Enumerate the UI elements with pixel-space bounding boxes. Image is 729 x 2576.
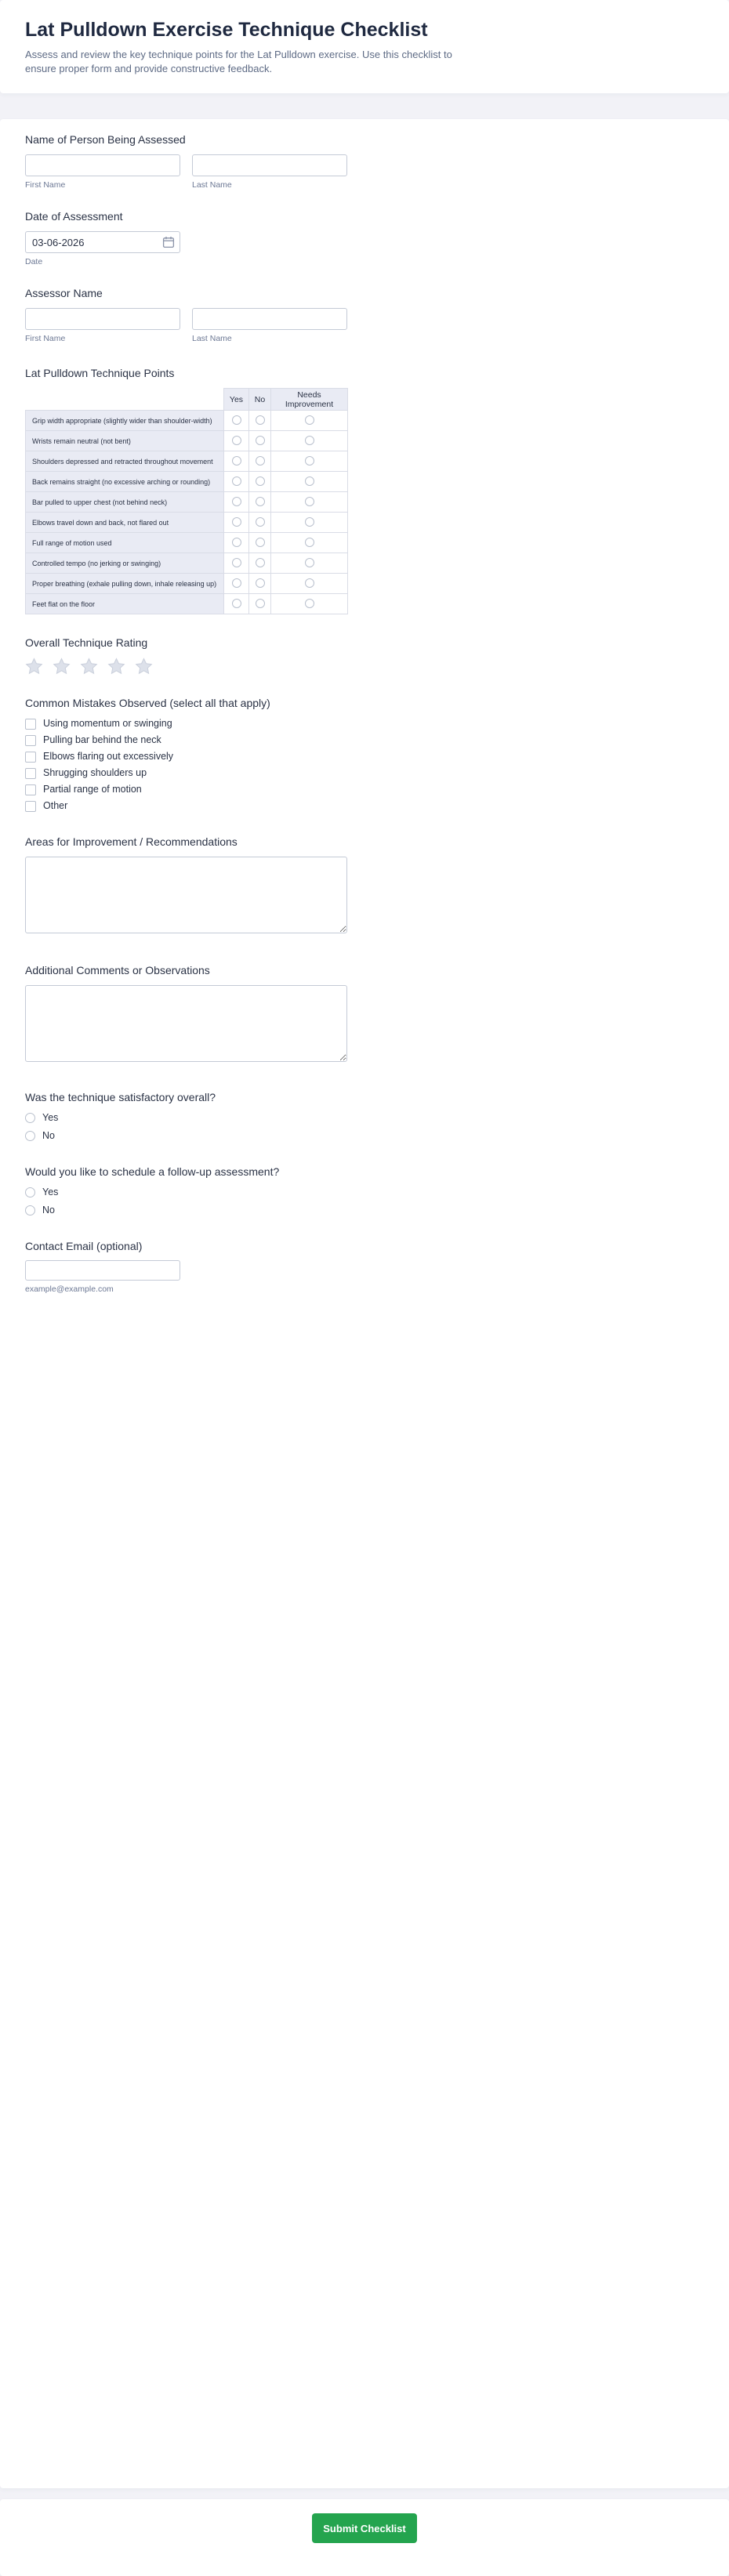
field-label: Name of Person Being Assessed [25, 133, 186, 146]
field-label: Contact Email (optional) [25, 1240, 143, 1252]
radio-needs-improvement[interactable] [305, 497, 314, 506]
column-header-yes: Yes [224, 389, 249, 411]
field-label: Would you like to schedule a follow-up assessment? [25, 1165, 280, 1178]
date-input[interactable] [25, 231, 180, 253]
field-contact-email [25, 1238, 704, 1294]
email-input[interactable] [25, 1260, 180, 1281]
row-label: Full range of motion used [26, 533, 224, 553]
table-row [26, 553, 348, 574]
checkbox-option[interactable] [25, 718, 704, 730]
row-label: Shoulders depressed and retracted throughout movement [26, 451, 224, 472]
option-label: Partial range of motion [43, 784, 142, 795]
radio-no[interactable] [256, 517, 265, 527]
radio-yes[interactable] [232, 558, 241, 567]
option-label: No [42, 1205, 55, 1216]
radio-yes[interactable] [232, 436, 241, 445]
checkbox-icon[interactable] [25, 784, 36, 795]
column-header-no: No [249, 389, 271, 411]
radio-needs-improvement[interactable] [305, 599, 314, 608]
sublabel-first-name: First Name [25, 180, 66, 190]
field-satisfactory [25, 1089, 704, 1142]
field-label: Assessor Name [25, 287, 103, 299]
field-common-mistakes [25, 695, 704, 812]
form-body [0, 119, 729, 2488]
radio-no[interactable] [256, 436, 265, 445]
field-label: Areas for Improvement / Recommendations [25, 835, 238, 848]
radio-needs-improvement[interactable] [305, 517, 314, 527]
assessor-last-name-input[interactable] [192, 308, 347, 330]
checkbox-icon[interactable] [25, 768, 36, 779]
matrix-corner-cell [26, 389, 224, 411]
radio-no[interactable] [256, 578, 265, 588]
field-label: Common Mistakes Observed (select all that apply) [25, 697, 270, 709]
checkbox-icon[interactable] [25, 735, 36, 746]
radio-option[interactable] [25, 1205, 704, 1216]
table-row [26, 574, 348, 594]
radio-icon[interactable] [25, 1113, 35, 1123]
table-row [26, 472, 348, 492]
row-label: Proper breathing (exhale pulling down, inhale releasing up) [26, 574, 224, 594]
radio-yes[interactable] [232, 599, 241, 608]
improvement-textarea[interactable] [25, 857, 347, 933]
field-comments [25, 962, 704, 1066]
matrix-header-row [26, 389, 348, 411]
radio-no[interactable] [256, 497, 265, 506]
radio-no[interactable] [256, 415, 265, 425]
radio-option[interactable] [25, 1187, 704, 1198]
field-label: Overall Technique Rating [25, 636, 148, 649]
sublabel-last-name: Last Name [192, 180, 232, 190]
option-label: Yes [42, 1112, 59, 1123]
assessor-first-name-input[interactable] [25, 308, 180, 330]
option-label: Yes [42, 1187, 59, 1197]
field-improvement [25, 834, 704, 937]
table-row [26, 492, 348, 513]
field-label: Lat Pulldown Technique Points [25, 367, 175, 379]
table-row [26, 411, 348, 431]
row-label: Wrists remain neutral (not bent) [26, 431, 224, 451]
radio-yes[interactable] [232, 517, 241, 527]
option-label: Pulling bar behind the neck [43, 734, 161, 745]
radio-no[interactable] [256, 476, 265, 486]
field-technique-points [25, 365, 704, 614]
checkbox-option[interactable] [25, 800, 704, 812]
row-label: Back remains straight (no excessive arching or rounding) [26, 472, 224, 492]
radio-needs-improvement[interactable] [305, 456, 314, 466]
sublabel-email-example: example@example.com [25, 1284, 114, 1294]
form-bottom-spacer [25, 1313, 704, 2488]
calendar-icon[interactable] [162, 236, 175, 248]
table-row [26, 533, 348, 553]
column-header-needs-improvement: Needs Improvement [271, 389, 348, 411]
radio-icon[interactable] [25, 1131, 35, 1141]
radio-no[interactable] [256, 558, 265, 567]
field-label: Additional Comments or Observations [25, 964, 210, 976]
field-label: Was the technique satisfactory overall? [25, 1091, 216, 1103]
option-label: Other [43, 800, 68, 811]
radio-icon[interactable] [25, 1205, 35, 1216]
row-label: Controlled tempo (no jerking or swinging) [26, 553, 224, 574]
radio-needs-improvement[interactable] [305, 538, 314, 547]
radio-needs-improvement[interactable] [305, 415, 314, 425]
radio-yes[interactable] [232, 456, 241, 466]
checkbox-option[interactable] [25, 751, 704, 763]
field-assessor-name [25, 285, 704, 343]
sublabel-last-name: Last Name [192, 334, 232, 343]
radio-yes[interactable] [232, 578, 241, 588]
field-rating [25, 635, 704, 675]
checkbox-icon[interactable] [25, 801, 36, 812]
sublabel-date: Date [25, 257, 43, 266]
assessed-first-name-input[interactable] [25, 154, 180, 176]
comments-textarea[interactable] [25, 985, 347, 1062]
checkbox-icon[interactable] [25, 719, 36, 730]
field-date-assessment [25, 208, 704, 266]
radio-no[interactable] [256, 599, 265, 608]
row-label: Grip width appropriate (slightly wider than shoulder-width) [26, 411, 224, 431]
radio-option[interactable] [25, 1130, 704, 1142]
form-subtitle: Assess and review the key technique points for the Lat Pulldown exercise. Use this checklist to ensure proper form and provide constructive feedback. [25, 49, 452, 74]
radio-yes[interactable] [232, 497, 241, 506]
star-icon[interactable] [25, 658, 43, 675]
assessed-last-name-input[interactable] [192, 154, 347, 176]
option-label: Elbows flaring out excessively [43, 751, 174, 762]
star-icon[interactable] [107, 658, 125, 675]
field-name-assessed [25, 132, 704, 190]
radio-needs-improvement[interactable] [305, 476, 314, 486]
checkbox-icon[interactable] [25, 752, 36, 763]
submit-section [0, 2499, 729, 2576]
form-header [0, 0, 729, 93]
checkbox-option[interactable] [25, 784, 704, 795]
radio-icon[interactable] [25, 1187, 35, 1197]
table-row [26, 451, 348, 472]
table-row [26, 431, 348, 451]
star-icon[interactable] [135, 658, 153, 675]
option-label: Shrugging shoulders up [43, 767, 147, 778]
row-label: Bar pulled to upper chest (not behind neck) [26, 492, 224, 513]
radio-needs-improvement[interactable] [305, 558, 314, 567]
technique-matrix [25, 388, 348, 614]
field-label: Date of Assessment [25, 210, 123, 223]
form-title: Lat Pulldown Exercise Technique Checklist [25, 19, 428, 41]
row-label: Feet flat on the floor [26, 594, 224, 614]
star-icon[interactable] [53, 658, 71, 675]
radio-no[interactable] [256, 538, 265, 547]
radio-no[interactable] [256, 456, 265, 466]
field-followup [25, 1164, 704, 1216]
star-icon[interactable] [80, 658, 98, 675]
table-row [26, 594, 348, 614]
radio-option[interactable] [25, 1112, 704, 1124]
star-rating [25, 658, 704, 675]
radio-yes[interactable] [232, 415, 241, 425]
radio-needs-improvement[interactable] [305, 578, 314, 588]
table-row [26, 513, 348, 533]
radio-yes[interactable] [232, 476, 241, 486]
option-label: No [42, 1130, 55, 1141]
option-label: Using momentum or swinging [43, 718, 172, 729]
checkbox-option[interactable] [25, 734, 704, 746]
submit-button[interactable]: Submit Checklist [312, 2513, 416, 2543]
sublabel-first-name: First Name [25, 334, 66, 343]
row-label: Elbows travel down and back, not flared out [26, 513, 224, 533]
checkbox-option[interactable] [25, 767, 704, 779]
radio-yes[interactable] [232, 538, 241, 547]
radio-needs-improvement[interactable] [305, 436, 314, 445]
